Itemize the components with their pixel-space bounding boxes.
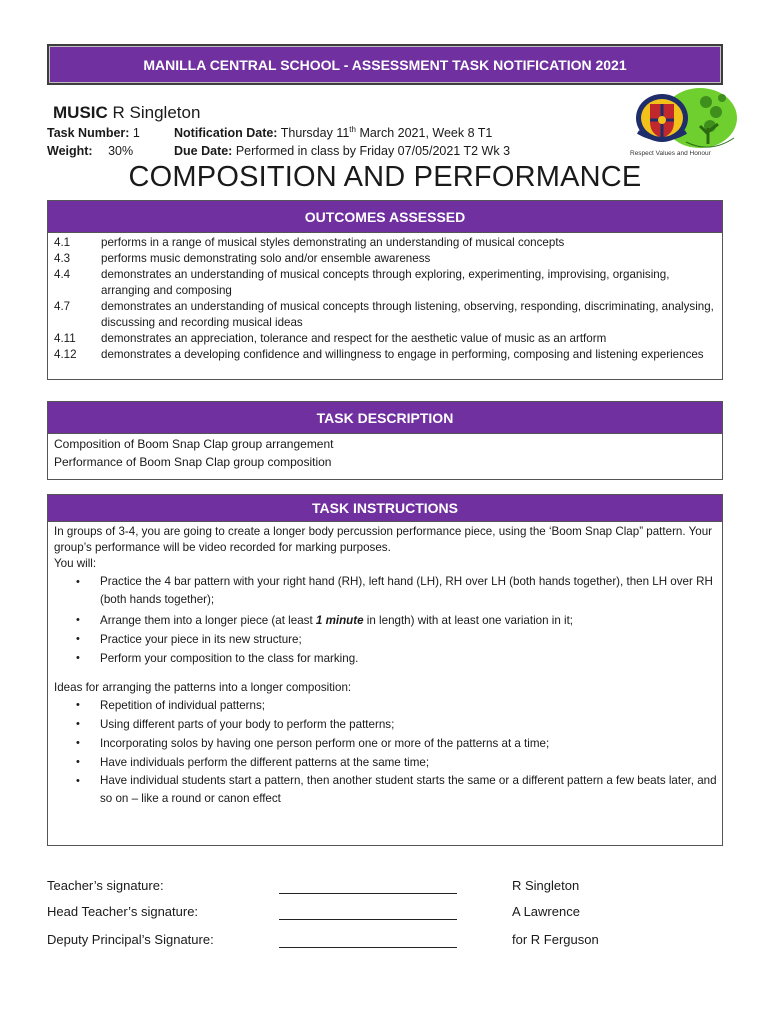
outcome-row	[48, 251, 722, 267]
list-item-text: Incorporating solos by having one person perform one or more of the patterns at a time;	[100, 737, 550, 750]
logo-motto: Respect Values and Honour	[630, 150, 711, 157]
outcome-text: performs in a range of musical styles demonstrating an understanding of musical concepts	[101, 236, 565, 249]
notification-sup: th	[349, 124, 356, 134]
bullet-icon: •	[76, 652, 80, 664]
bullet-icon: •	[76, 614, 80, 626]
list-item	[48, 573, 722, 609]
weight-value: 30%	[108, 144, 134, 158]
outcome-row	[48, 235, 722, 251]
bullet-icon: •	[76, 699, 80, 711]
outcome-text: demonstrates an understanding of musical concepts through listening, observing, responding, discriminating, analysing, discussing and recording musical ideas	[101, 300, 714, 329]
outcome-text: demonstrates an appreciation, tolerance and respect for the aesthetic value of music as an artform	[101, 332, 607, 345]
outcome-code: 4.3	[54, 252, 71, 265]
list-item-emphasis: 1 minute	[315, 614, 364, 627]
instructions-heading: TASK INSTRUCTIONS	[48, 495, 722, 522]
task-instructions-box	[47, 494, 723, 846]
bullet-icon: •	[76, 756, 80, 768]
assessment-banner	[47, 44, 723, 85]
school-crest-icon	[630, 82, 738, 158]
list-item	[48, 734, 722, 753]
banner-text: MANILLA CENTRAL SCHOOL - ASSESSMENT TASK NOTIFICATION 2021	[143, 56, 627, 73]
teacher-name: R Singleton	[112, 103, 201, 122]
description-lines	[48, 434, 722, 471]
signature-name: A Lawrence	[512, 904, 580, 919]
outcome-text: performs music demonstrating solo and/or ensemble awareness	[101, 252, 431, 265]
list-item	[48, 630, 722, 649]
due-row	[174, 142, 510, 160]
list-item	[48, 611, 722, 630]
bullet-icon: •	[76, 737, 80, 749]
due-value: Performed in class by Friday 07/05/2021 T2 Wk 3	[235, 144, 511, 158]
you-will-label: You will:	[54, 557, 97, 570]
due-label: Due Date:	[174, 144, 233, 158]
list-item-text: Practice your piece in its new structure;	[100, 633, 302, 646]
instruction-list	[48, 573, 722, 668]
outcome-text: demonstrates an understanding of musical concepts through exploring, experimenting, improvising, organising, arranging and composing	[101, 268, 670, 297]
bullet-icon: •	[76, 576, 80, 588]
list-item-text: Practice the 4 bar pattern with your right hand (RH), left hand (LH), RH over LH (both hands together), then LH over RH (both hands together);	[100, 575, 713, 606]
task-number-row	[47, 124, 140, 142]
instructions-intro: In groups of 3-4, you are going to create a longer body percussion performance piece, using the ‘Boom Snap Clap” pattern. Your group’s performance will be video recorded for marking purposes.	[54, 525, 713, 554]
notification-row	[174, 124, 510, 142]
list-item-text: Have individual students start a pattern, then another student starts the same or a different pattern a few beats later, and so on – like a round or canon effect	[100, 774, 717, 805]
signature-line	[279, 893, 457, 894]
task-description-box	[47, 401, 723, 480]
school-logo	[630, 82, 738, 158]
signature-name: for R Ferguson	[512, 932, 599, 947]
list-item-text: Have individuals perform the different patterns at the same time;	[100, 756, 430, 769]
weight-label: Weight:	[47, 144, 93, 158]
ideas-list	[48, 696, 722, 808]
signature-line	[279, 947, 457, 948]
outcome-row	[48, 267, 722, 299]
list-item-text: Using different parts of your body to perform the patterns;	[100, 718, 395, 731]
notification-label: Notification Date:	[174, 126, 278, 140]
bullet-icon: •	[76, 775, 80, 787]
page-title: COMPOSITION AND PERFORMANCE	[128, 161, 642, 193]
subject-name: MUSIC	[53, 103, 108, 122]
task-meta-left	[47, 124, 140, 160]
notification-pre: Thursday 11	[280, 126, 350, 140]
outcome-code: 4.1	[54, 236, 71, 249]
list-item	[48, 649, 722, 668]
list-item	[48, 772, 722, 808]
signature-label: Head Teacher’s signature:	[47, 904, 199, 919]
outcome-text: demonstrates a developing confidence and willingness to engage in performing, composing and listening experiences	[101, 348, 704, 361]
signature-label: Deputy Principal’s Signature:	[47, 932, 214, 947]
description-line: Composition of Boom Snap Clap group arrangement	[54, 437, 334, 451]
ideas-intro: Ideas for arranging the patterns into a longer composition:	[54, 681, 352, 694]
weight-row	[47, 142, 140, 160]
outcome-row	[48, 299, 722, 331]
description-heading: TASK DESCRIPTION	[48, 402, 722, 434]
list-item	[48, 753, 722, 772]
description-line: Performance of Boom Snap Clap group composition	[54, 455, 332, 469]
subject-line	[53, 103, 200, 123]
outcomes-list	[48, 233, 722, 363]
signature-label: Teacher’s signature:	[47, 878, 164, 893]
signature-line	[279, 919, 457, 920]
outcome-code: 4.4	[54, 268, 71, 281]
task-number-label: Task Number:	[47, 126, 130, 140]
outcomes-heading: OUTCOMES ASSESSED	[48, 201, 722, 233]
outcomes-box	[47, 200, 723, 380]
list-item-text: Perform your composition to the class for marking.	[100, 652, 359, 665]
signature-name: R Singleton	[512, 878, 580, 893]
outcome-row	[48, 347, 722, 363]
outcome-code: 4.12	[54, 348, 77, 361]
task-number-value: 1	[132, 126, 140, 140]
notification-post: March 2021, Week 8 T1	[355, 126, 493, 140]
list-item-text: Repetition of individual patterns;	[100, 699, 265, 712]
outcome-code: 4.7	[54, 300, 71, 313]
outcome-row	[48, 331, 722, 347]
list-item	[48, 696, 722, 715]
bullet-icon: •	[76, 718, 80, 730]
bullet-icon: •	[76, 633, 80, 645]
list-item-text-post: in length) with at least one variation in it;	[363, 614, 574, 627]
list-item-text-pre: Arrange them into a longer piece (at least	[100, 614, 316, 627]
list-item	[48, 715, 722, 734]
outcome-code: 4.11	[54, 332, 76, 345]
task-meta-right	[174, 124, 510, 160]
